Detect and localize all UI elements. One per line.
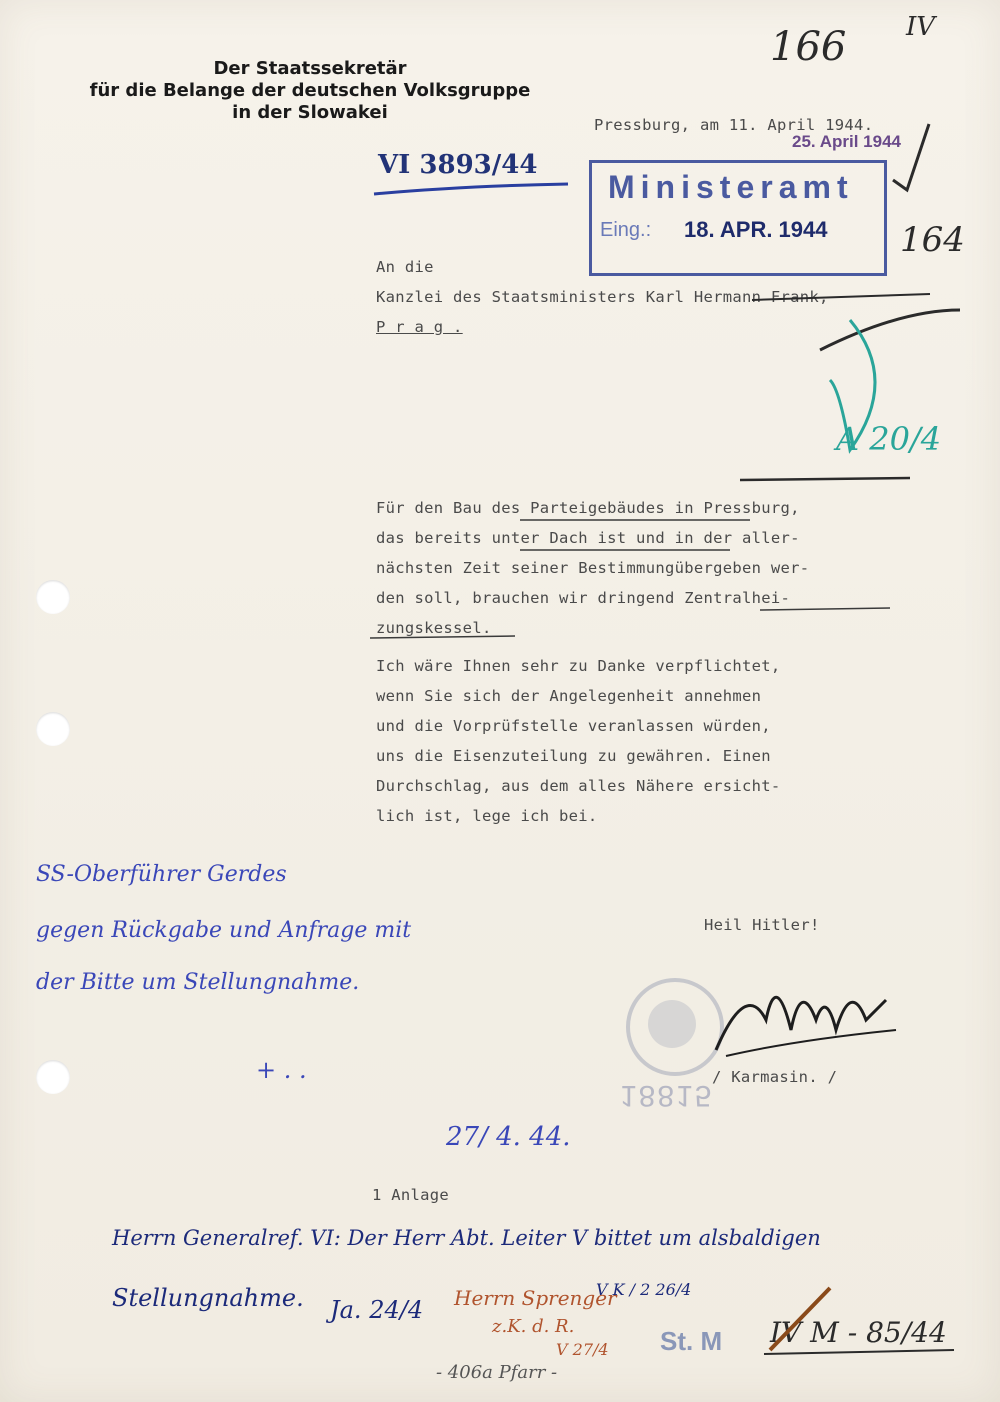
fraction-1: V K / 2 26/4 — [596, 1280, 692, 1299]
body-underlines — [370, 470, 930, 640]
body-line: nächsten Zeit seiner Bestimmungübergeben wer- — [376, 559, 810, 577]
stamp-title: Ministeramt — [608, 169, 854, 205]
reference-underline — [372, 182, 572, 202]
punch-hole — [36, 712, 70, 746]
received-date: 25. April 1944 — [792, 132, 901, 151]
closing: Heil Hitler! — [704, 916, 820, 934]
page-number: 166 — [770, 24, 847, 70]
punch-hole — [36, 580, 70, 614]
bottom-note: - 406a Pfarr - — [436, 1362, 558, 1383]
file-number-underline — [760, 1280, 960, 1360]
body-line: uns die Eisenzuteilung zu gewähren. Einen — [376, 747, 771, 765]
stamp-eing-label: Eing.: — [600, 219, 652, 241]
blue-note-line: der Bitte um Stellungnahme. — [36, 970, 360, 995]
body-line: Durchschlag, aus dem alles Nähere ersicht- — [376, 777, 781, 795]
file-number: IV M - 85/44 — [770, 1316, 947, 1349]
body-line: das bereits unter Dach ist und in der aller- — [376, 529, 800, 547]
body-line: Ich wäre Ihnen sehr zu Danke verpflichtet, — [376, 657, 781, 675]
mirrored-number: 18815 — [620, 1079, 714, 1112]
check-mark — [885, 120, 935, 200]
address-line3: P r a g . — [376, 318, 463, 336]
blue-initials: + . . — [256, 1056, 307, 1084]
instruction-line1: Herrn Generalref. VI: Der Herr Abt. Leiter V bittet um alsbaldigen — [112, 1226, 821, 1250]
ministeramt-stamp — [589, 160, 887, 276]
red-note-1: Herrn Sprenger — [454, 1286, 617, 1310]
blue-note-line: gegen Rückgabe und Anfrage mit — [36, 918, 412, 943]
red-note-2: z.K. d. R. — [492, 1316, 575, 1337]
address-line1: An die — [376, 258, 434, 276]
blue-note-line: SS-Oberführer Gerdes — [36, 862, 287, 887]
letterhead-line3: in der Slowakei — [232, 102, 388, 123]
signer-name: / Karmasin. / — [712, 1068, 838, 1086]
body-line: zungskessel. — [376, 619, 492, 637]
body-line: Für den Bau des Parteigebäudes in Pressburg, — [376, 499, 800, 517]
body-line: lich ist, lege ich bei. — [376, 807, 598, 825]
file-stamp-prefix: St. M — [660, 1326, 723, 1356]
roman-numeral: IV — [906, 12, 936, 42]
letterhead-line1: Der Staatssekretär — [213, 58, 407, 79]
body-line: und die Vorprüfstelle veranlassen würden, — [376, 717, 771, 735]
instruction-line2: Stellungnahme. — [112, 1284, 304, 1312]
stamp-date: 18. APR. 1944 — [684, 217, 828, 242]
body-line: wenn Sie sich der Angelegenheit annehmen — [376, 687, 762, 705]
body-line: den soll, brauchen wir dringend Zentralhei- — [376, 589, 791, 607]
reference-number: VI 3893/44 — [378, 150, 538, 180]
blue-date: 27/ 4. 44. — [446, 1122, 571, 1152]
fraction-2: V 27/4 — [556, 1340, 609, 1359]
instruction-initials: Ja. 24/4 — [330, 1296, 424, 1324]
letterhead-line2: für die Belange der deutschen Volksgruppe — [89, 80, 531, 101]
green-note: A 20/4 — [836, 420, 942, 458]
punch-hole — [36, 1060, 70, 1094]
margin-number: 164 — [900, 220, 965, 260]
signature — [706, 960, 906, 1070]
enclosure: 1 Anlage — [372, 1186, 450, 1204]
address-line2: Kanzlei des Staatsministers Karl Hermann Frank, — [376, 288, 829, 306]
place-date: Pressburg, am 11. April 1944. — [594, 116, 874, 134]
letterhead — [60, 58, 560, 124]
